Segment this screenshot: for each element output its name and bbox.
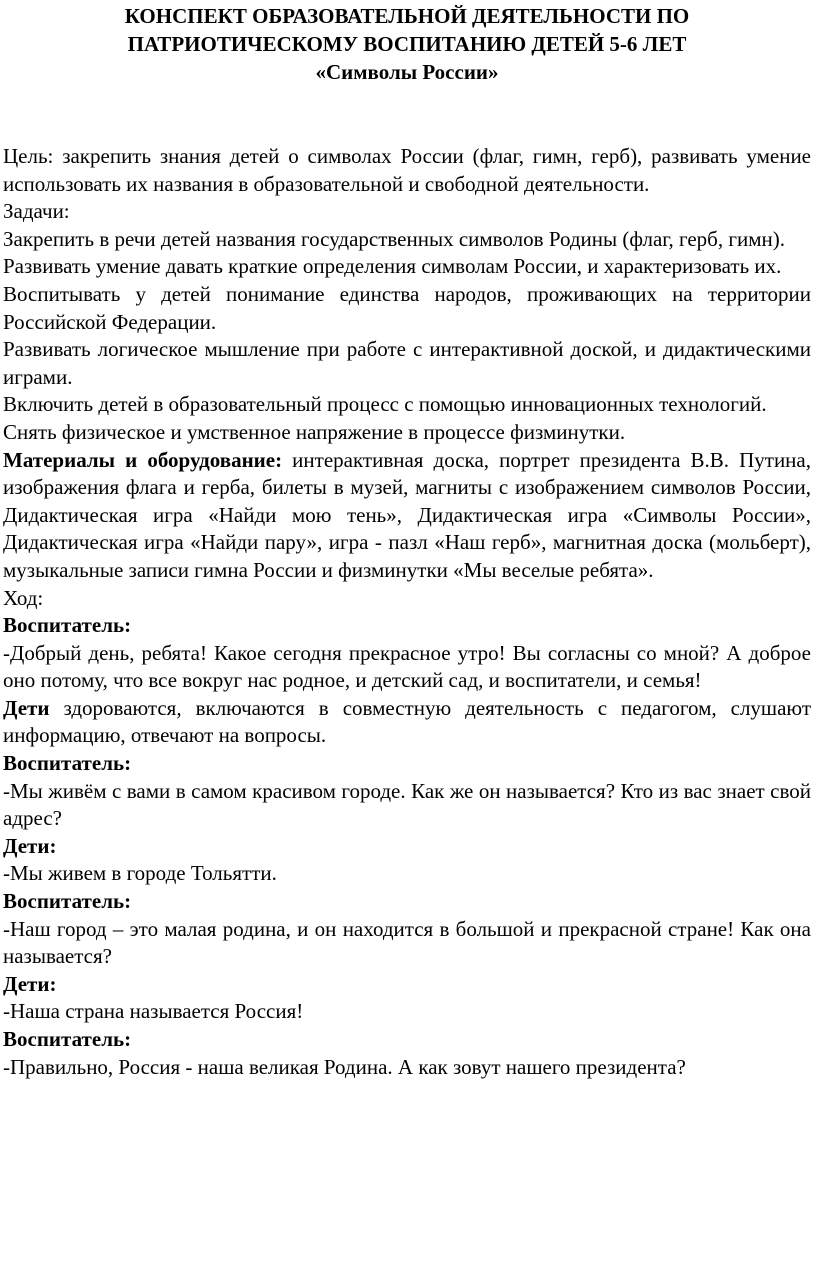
task-item: Воспитывать у детей понимание единства народов, проживающих на территории Российской Федерации. [3,281,811,334]
speaker-label [3,1026,811,1054]
task-item: Снять физическое и умственное напряжение в процессе физминутки. [3,419,626,444]
materials-paragraph [3,447,811,585]
materials-label: Материалы и оборудование: [3,447,283,472]
dialogue-line: -Добрый день, ребята! Какое сегодня прекрасное утро! Вы согласны со мной? А доброе оно потому, что все вокруг нас родное, и детский сад, и воспитатели, и семья! [3,640,811,693]
speaker-children: Дети: [3,833,57,858]
dialogue-line: -Наша страна называется Россия! [3,999,304,1024]
speaker-children: Дети [3,695,50,720]
tasks-heading: Задачи: [3,199,70,224]
speaker-children: Дети: [3,971,57,996]
task-item: Закрепить в речи детей названия государственных символов Родины (флаг, герб, гимн). [3,226,785,251]
speaker-teacher: Воспитатель: [3,1027,132,1051]
title-line-3: «Символы России» [315,60,499,84]
materials-text: интерактивная доска, портрет президента В.В. Путина, изображения флага и герба, билеты в музей, магниты с изображением символов России, Дидактическая игра «Найди мою тень», Дидактическая игра «Символы России», Дидактическая игра «Найди пару», игра - пазл «Наш герб», магнитная доска (мольберт), музыкальные записи гимна России и физминутки «Мы веселые ребята». [3,447,811,582]
document-title [3,0,811,86]
speaker-label [3,612,811,640]
speaker-label [3,888,811,916]
title-line-1: КОНСПЕКТ ОБРАЗОВАТЕЛЬНОЙ ДЕЯТЕЛЬНОСТИ ПО [124,4,690,28]
spacer [3,86,811,143]
dialogue-line: -Мы живём с вами в самом красивом городе. Как же он называется? Кто из вас знает свой адрес? [3,778,811,831]
course-heading: Ход: [3,585,44,610]
goal-paragraph: Цель: закрепить знания детей о символах России (флаг, гимн, герб), развивать умение использовать их названия в образовательной и свободной деятельности. [3,144,811,196]
task-item: Развивать логическое мышление при работе с интерактивной доской, и дидактическими играми. [3,337,811,389]
dialogue-line: -Мы живем в городе Тольятти. [3,861,277,886]
speaker-label [3,971,811,999]
speaker-teacher: Воспитатель: [3,613,132,638]
dialogue-line: -Наш город – это малая родина, и он находится в большой и прекрасной стране! Как она называется? [3,916,811,969]
task-item: Включить детей в образовательный процесс с помощью инновационных технологий. [3,392,767,417]
title-line-2: ПАТРИОТИЧЕСКОМУ ВОСПИТАНИЮ ДЕТЕЙ 5-6 ЛЕТ [127,32,687,56]
speaker-teacher: Воспитатель: [3,889,132,914]
dialogue-line: -Правильно, Россия - наша великая Родина. А как зовут нашего президента? [3,1054,686,1079]
speaker-label [3,750,811,778]
dialogue-line [3,695,811,750]
dialogue-text: здороваются, включаются в совместную деятельность с педагогом, слушают информацию, отвечают на вопросы. [3,695,811,748]
speaker-teacher: Воспитатель: [3,751,132,776]
task-item: Развивать умение давать краткие определения символам России, и характеризовать их. [3,254,782,279]
speaker-label [3,833,811,861]
